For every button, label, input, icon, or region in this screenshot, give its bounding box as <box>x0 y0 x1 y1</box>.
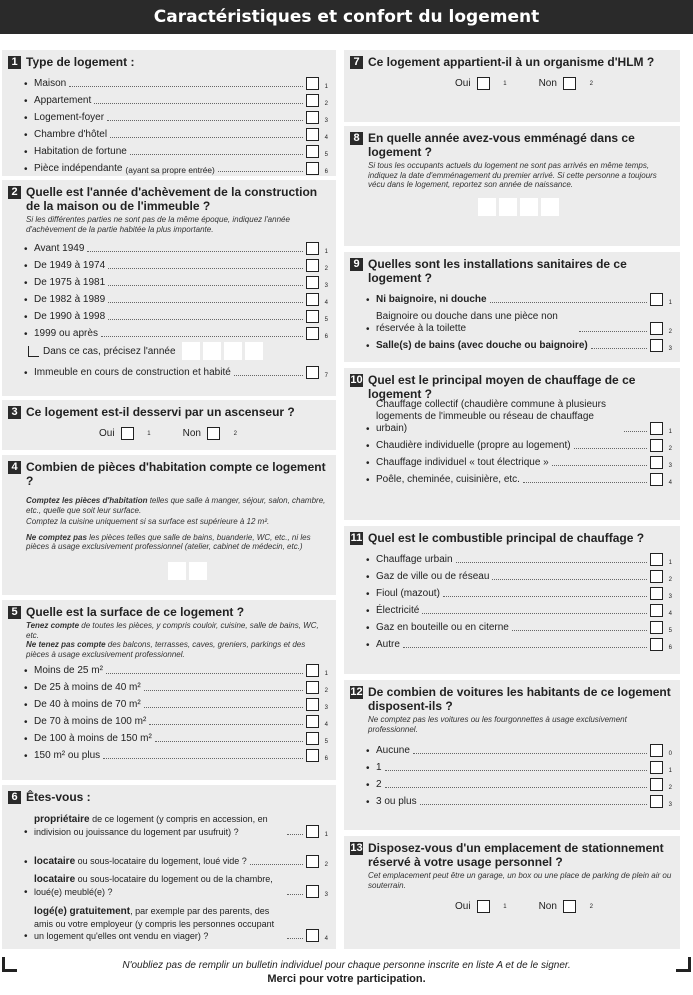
option-list <box>366 399 672 486</box>
list-item: • Ni baignoire, ni douche 1 <box>366 294 672 306</box>
option-code: 3 <box>324 283 328 289</box>
list-item: • Habitation de fortune 5 <box>24 146 328 158</box>
option-label: Logement-foyer <box>34 112 105 123</box>
question-number: 7 <box>350 56 363 69</box>
option-label: Maison <box>34 78 67 89</box>
arrow-icon <box>28 346 39 357</box>
checkbox[interactable] <box>650 473 663 486</box>
instructions: Tenez compte de toutes les pièces, y compris couloir, cuisine, salle de bains, WC, etc. <box>26 621 319 640</box>
page-title: Caractéristiques et confort du logement <box>0 0 693 34</box>
footer-thanks: Merci pour votre participation. <box>267 973 426 985</box>
option-label: Autre <box>376 639 400 650</box>
section-q13 <box>344 836 680 949</box>
option-note: (ayant sa propre entrée) <box>125 165 215 175</box>
option-code: 1 <box>324 832 328 838</box>
checkbox[interactable] <box>306 94 319 107</box>
option-code: 1 <box>668 560 672 566</box>
yes-no: Oui 1 Non 2 <box>455 78 593 89</box>
no-label: Non <box>182 428 201 439</box>
option-code: 5 <box>668 628 672 634</box>
list-item: • Maison 1 <box>24 78 328 90</box>
checkbox[interactable] <box>306 855 319 868</box>
yes-label: Oui <box>455 901 471 912</box>
checkbox[interactable] <box>306 310 319 323</box>
instructions-3: Ne comptez pas les pièces telles que salle de bains, buanderie, WC, etc., ni les pièces à usage exclusivement professionnel (atelier, cabinet de médecin, etc.) <box>26 532 311 551</box>
option-code: 2 <box>668 446 672 452</box>
option-code: 2 <box>324 101 328 107</box>
checkbox[interactable] <box>650 553 663 566</box>
option-code: 2 <box>324 862 328 868</box>
option-label: Aucune <box>376 745 410 756</box>
question-title: Quelle est l'année d'achèvement de la construction de la maison ou de l'immeuble ? <box>26 185 318 213</box>
list-item: • Chauffage urbain 1 <box>366 554 672 566</box>
checkbox[interactable] <box>650 322 663 335</box>
checkbox[interactable] <box>306 366 319 379</box>
option-list <box>24 660 328 762</box>
option-list-last <box>24 362 328 379</box>
checkbox[interactable] <box>306 715 319 728</box>
list-item: • Chauffage individuel « tout électrique » 3 <box>366 457 672 469</box>
option-label: 1999 ou après <box>34 328 98 339</box>
checkbox[interactable] <box>306 276 319 289</box>
option-code: 1 <box>668 429 672 435</box>
rooms-input[interactable] <box>168 562 328 580</box>
section-q3 <box>2 400 336 450</box>
list-item: • De 40 à moins de 70 m² 3 <box>24 699 328 711</box>
checkbox[interactable] <box>650 339 663 352</box>
option-code: 0 <box>668 751 672 757</box>
checkbox[interactable] <box>306 111 319 124</box>
option-code: 6 <box>324 334 328 340</box>
option-code: 4 <box>324 936 328 942</box>
option-label: Salle(s) de bains (avec douche ou baignoire) <box>376 340 588 351</box>
section-q1 <box>2 50 336 176</box>
question-title: Combien de pièces d'habitation compte ce logement ? <box>26 460 326 488</box>
option-label: Ni baignoire, ni douche <box>376 294 487 305</box>
list-item: • De 1975 à 1981 3 <box>24 277 328 289</box>
option-code: 6 <box>668 645 672 651</box>
move-in-year-input[interactable] <box>478 198 672 216</box>
section-q6 <box>2 785 336 949</box>
list-item: • Chaudière individuelle (propre au logement) 2 <box>366 440 672 452</box>
list-item: • Aucune 0 <box>366 745 672 757</box>
list-item: • Fioul (mazout) 3 <box>366 588 672 600</box>
option-code: 1 <box>324 249 328 255</box>
checkbox[interactable] <box>306 293 319 306</box>
list-item: • 1 1 <box>366 762 672 774</box>
list-item: • Chauffage collectif (chaudière commune à plusieurs logements de l'immeuble ou réseau de chauffage urbain) 1 <box>366 399 672 435</box>
option-code: 3 <box>324 705 328 711</box>
checkbox[interactable] <box>306 749 319 762</box>
footer-reminder: N'oubliez pas de remplir un bulletin individuel pour chaque personne inscrite en liste A et de le signer. <box>122 960 571 971</box>
option-label: De 1975 à 1981 <box>34 277 106 288</box>
option-label: propriétaire de ce logement (y compris en accession, en indivision ou jouissance du logement par usufruit) ? <box>34 814 268 837</box>
checkbox[interactable] <box>306 162 319 175</box>
option-label: Gaz en bouteille ou en citerne <box>376 622 509 633</box>
question-number: 8 <box>350 132 363 145</box>
option-label: De 40 à moins de 70 m² <box>34 699 141 710</box>
question-title: Quelles sont les installations sanitaires de ce logement ? <box>368 257 627 285</box>
option-label: 3 ou plus <box>376 796 417 807</box>
question-title: Disposez-vous d'un emplacement de stationnement réservé à votre usage personnel ? <box>368 841 664 869</box>
list-item: • De 1949 à 1974 2 <box>24 260 328 272</box>
instructions: Cet emplacement peut être un garage, un box ou une place de parking de plein air ou souterrain. <box>368 871 672 890</box>
option-label: logé(e) gratuitement, par exemple par des parents, des amis ou votre employeur (y compris les personnes occupant un logement qu'elles ont vendu en viager) ? <box>34 906 275 941</box>
option-label: Chambre d'hôtel <box>34 129 108 140</box>
question-number: 12 <box>350 686 363 698</box>
option-label: locataire ou sous-locataire du logement ou de la chambre, loué(e) meublé(e) ? <box>34 874 273 897</box>
question-number: 9 <box>350 258 363 271</box>
yes-no: Oui 1 Non 2 <box>99 428 237 439</box>
option-code: 3 <box>324 892 328 898</box>
list-item: • Baignoire ou douche dans une pièce non réservée à la toilette 2 <box>366 311 672 335</box>
list-item: • locataire ou sous-locataire du logement ou de la chambre, loué(e) meublé(e) ? 3 <box>24 874 328 898</box>
year-note-label: Dans ce cas, précisez l'année <box>43 345 176 357</box>
option-label: Moins de 25 m² <box>34 665 103 676</box>
section-q10 <box>344 368 680 520</box>
checkbox[interactable] <box>306 128 319 141</box>
option-code: 3 <box>324 118 328 124</box>
option-list <box>366 740 672 808</box>
option-label: 150 m² ou plus <box>34 750 101 761</box>
year-input[interactable] <box>182 342 263 360</box>
no-checkbox[interactable] <box>563 900 576 913</box>
checkbox[interactable] <box>306 145 319 158</box>
no-checkbox[interactable] <box>207 427 220 440</box>
option-label: De 1990 à 1998 <box>34 311 106 322</box>
option-label: De 1982 à 1989 <box>34 294 106 305</box>
checkbox[interactable] <box>306 698 319 711</box>
no-checkbox[interactable] <box>563 77 576 90</box>
checkbox[interactable] <box>650 761 663 774</box>
option-code: 1 <box>668 300 672 306</box>
question-title: Quelle est la surface de ce logement ? <box>26 605 245 619</box>
checkbox[interactable] <box>306 732 319 745</box>
option-label: Appartement <box>34 95 92 106</box>
option-label: De 25 à moins de 40 m² <box>34 682 141 693</box>
option-code: 2 <box>668 329 672 335</box>
option-label: Poêle, cheminée, cuisinière, etc. <box>376 474 520 485</box>
option-list <box>366 549 672 651</box>
list-item: • propriétaire de ce logement (y compris en accession, en indivision ou jouissance du logement par usufruit) ? 1 <box>24 814 328 838</box>
checkbox[interactable] <box>306 327 319 340</box>
option-label: Chauffage collectif (chaudière commune à plusieurs logements de l'immeuble ou réseau de chauffage urbain) <box>376 399 606 434</box>
option-code: 4 <box>324 135 328 141</box>
checkbox[interactable] <box>650 795 663 808</box>
option-list <box>24 73 328 175</box>
list-item: • locataire ou sous-locataire du logement, loué vide ? 2 <box>24 856 328 868</box>
list-item: • 150 m² ou plus 6 <box>24 750 328 762</box>
option-code: 2 <box>324 688 328 694</box>
instructions-2: Ne tenez pas compte des balcons, terrasses, caves, greniers, parkings et des pièces à usage exclusivement professionnel. <box>26 640 306 659</box>
option-code: 2 <box>324 266 328 272</box>
yes-checkbox[interactable] <box>477 77 490 90</box>
list-item: • Électricité 4 <box>366 605 672 617</box>
option-label: Habitation de fortune <box>34 146 127 157</box>
list-item: • Appartement 2 <box>24 95 328 107</box>
yes-label: Oui <box>99 428 115 439</box>
instructions: Si les différentes parties ne sont pas de la même époque, indiquez l'année d'achèvement de la partie habitée la plus importante. <box>26 215 290 234</box>
option-code: 5 <box>324 317 328 323</box>
section-q8 <box>344 126 680 246</box>
section-q7 <box>344 50 680 122</box>
checkbox[interactable] <box>650 621 663 634</box>
list-item: • De 1990 à 1998 5 <box>24 311 328 323</box>
option-label: Chauffage urbain <box>376 554 453 565</box>
checkbox[interactable] <box>650 293 663 306</box>
list-item: • De 1982 à 1989 4 <box>24 294 328 306</box>
option-label: Avant 1949 <box>34 243 85 254</box>
question-number: 5 <box>8 606 21 619</box>
option-label: De 1949 à 1974 <box>34 260 106 271</box>
list-item: • De 100 à moins de 150 m² 5 <box>24 733 328 745</box>
option-code: 3 <box>668 594 672 600</box>
option-label: Baignoire ou douche dans une pièce non réservée à la toilette <box>376 311 558 334</box>
instructions-2: Comptez la cuisine uniquement si sa surface est supérieure à 12 m². <box>26 517 270 526</box>
option-label: Fioul (mazout) <box>376 588 440 599</box>
yes-label: Oui <box>455 78 471 89</box>
list-item: • Autre 6 <box>366 639 672 651</box>
question-title: Êtes-vous : <box>26 790 91 804</box>
checkbox[interactable] <box>306 242 319 255</box>
checkbox[interactable] <box>306 825 319 838</box>
list-item: • Immeuble en cours de construction et habité 7 <box>24 367 328 379</box>
question-number: 4 <box>8 461 21 474</box>
list-item: • De 70 à moins de 100 m² 4 <box>24 716 328 728</box>
checkbox[interactable] <box>650 778 663 791</box>
list-item: • logé(e) gratuitement, par exemple par des parents, des amis ou votre employeur (y compris les personnes occupant un logement qu'elles ont vendu en viager) ? 4 <box>24 906 328 942</box>
yes-checkbox[interactable] <box>477 900 490 913</box>
list-item: • 2 2 <box>366 779 672 791</box>
section-q4 <box>2 455 336 595</box>
list-item: • Gaz de ville ou de réseau 2 <box>366 571 672 583</box>
option-code: 1 <box>324 84 328 90</box>
option-label: De 100 à moins de 150 m² <box>34 733 152 744</box>
question-title: Quel est le combustible principal de chauffage ? <box>368 531 645 545</box>
option-list-q6 <box>24 808 328 942</box>
checkbox[interactable] <box>650 439 663 452</box>
question-number: 6 <box>8 791 21 804</box>
list-item: • Moins de 25 m² 1 <box>24 665 328 677</box>
checkbox[interactable] <box>306 929 319 942</box>
option-code: 6 <box>324 169 328 175</box>
yes-no: Oui 1 Non 2 <box>455 901 593 912</box>
option-code: 1 <box>324 671 328 677</box>
no-label: Non <box>538 78 557 89</box>
section-q11 <box>344 526 680 674</box>
question-number: 10 <box>350 374 363 386</box>
option-code: 3 <box>668 463 672 469</box>
section-q2 <box>2 180 336 396</box>
list-item: • Chambre d'hôtel 4 <box>24 129 328 141</box>
option-code: 4 <box>324 300 328 306</box>
option-code: 3 <box>668 802 672 808</box>
checkbox[interactable] <box>306 681 319 694</box>
year-note <box>28 342 328 360</box>
option-code: 4 <box>324 722 328 728</box>
list-item: • Gaz en bouteille ou en citerne 5 <box>366 622 672 634</box>
question-title: En quelle année avez-vous emménagé dans ce logement ? <box>368 131 635 159</box>
list-item: • Logement-foyer 3 <box>24 112 328 124</box>
section-q9 <box>344 252 680 362</box>
list-item: • 3 ou plus 3 <box>366 796 672 808</box>
checkbox[interactable] <box>650 422 663 435</box>
checkbox[interactable] <box>306 77 319 90</box>
checkbox[interactable] <box>306 885 319 898</box>
list-item: • De 25 à moins de 40 m² 2 <box>24 682 328 694</box>
section-q5 <box>2 600 336 780</box>
checkbox[interactable] <box>650 570 663 583</box>
yes-checkbox[interactable] <box>121 427 134 440</box>
option-label: locataire ou sous-locataire du logement, loué vide ? <box>34 856 247 867</box>
checkbox[interactable] <box>650 638 663 651</box>
question-title: Ce logement appartient-il à un organisme d'HLM ? <box>368 55 655 69</box>
question-number: 13 <box>350 842 363 854</box>
option-list <box>24 238 328 340</box>
list-item: • Poêle, cheminée, cuisinière, etc. 4 <box>366 474 672 486</box>
option-label: Électricité <box>376 605 420 616</box>
option-code: 5 <box>324 739 328 745</box>
option-code: 6 <box>324 756 328 762</box>
instructions: Si tous les occupants actuels du logement ne sont pas arrivés en même temps, indiquez la date d'emménagement du premier arrivé. Si cette personne a toujours vécu dans le logement, reportez son année de naissance. <box>368 161 657 189</box>
option-code: 2 <box>668 577 672 583</box>
checkbox[interactable] <box>650 604 663 617</box>
option-label: 1 <box>376 762 382 773</box>
option-code: 4 <box>668 611 672 617</box>
footer <box>0 960 693 985</box>
option-code: 1 <box>668 768 672 774</box>
option-label: Pièce indépendante <box>34 163 123 174</box>
instructions: Ne comptez pas les voitures ou les fourgonnettes à usage exclusivement professionnel. <box>368 715 627 734</box>
option-code: 3 <box>668 346 672 352</box>
list-item: • Pièce indépendante (ayant sa propre entrée) 6 <box>24 163 328 175</box>
question-number: 11 <box>350 532 363 544</box>
option-label: Chauffage individuel « tout électrique » <box>376 457 549 468</box>
list-item: • Avant 1949 1 <box>24 243 328 255</box>
option-code: 4 <box>668 480 672 486</box>
option-list <box>366 289 672 352</box>
option-code: 2 <box>668 785 672 791</box>
checkbox[interactable] <box>650 456 663 469</box>
instructions: Comptez les pièces d'habitation telles que salle à manger, séjour, salon, chambre, etc., quelle que soit leur surface. <box>26 496 326 515</box>
question-number: 1 <box>8 56 21 69</box>
question-number: 2 <box>8 186 21 199</box>
checkbox[interactable] <box>306 259 319 272</box>
question-title: Quel est le principal moyen de chauffage de ce logement ? <box>368 373 636 401</box>
question-number: 3 <box>8 406 21 419</box>
checkbox[interactable] <box>650 744 663 757</box>
option-code: 5 <box>324 152 328 158</box>
question-title: Type de logement : <box>26 55 135 69</box>
no-label: Non <box>538 901 557 912</box>
option-label: 2 <box>376 779 382 790</box>
question-title: De combien de voitures les habitants de ce logement disposent-ils ? <box>368 685 671 713</box>
list-item: • 1999 ou après 6 <box>24 328 328 340</box>
list-item: • Salle(s) de bains (avec douche ou baignoire) 3 <box>366 340 672 352</box>
option-label: Gaz de ville ou de réseau <box>376 571 490 582</box>
option-label: De 70 à moins de 100 m² <box>34 716 147 727</box>
option-label: Chaudière individuelle (propre au logement) <box>376 440 571 451</box>
checkbox[interactable] <box>650 587 663 600</box>
question-title: Ce logement est-il desservi par un ascenseur ? <box>26 405 295 419</box>
checkbox[interactable] <box>306 664 319 677</box>
section-q12 <box>344 680 680 830</box>
